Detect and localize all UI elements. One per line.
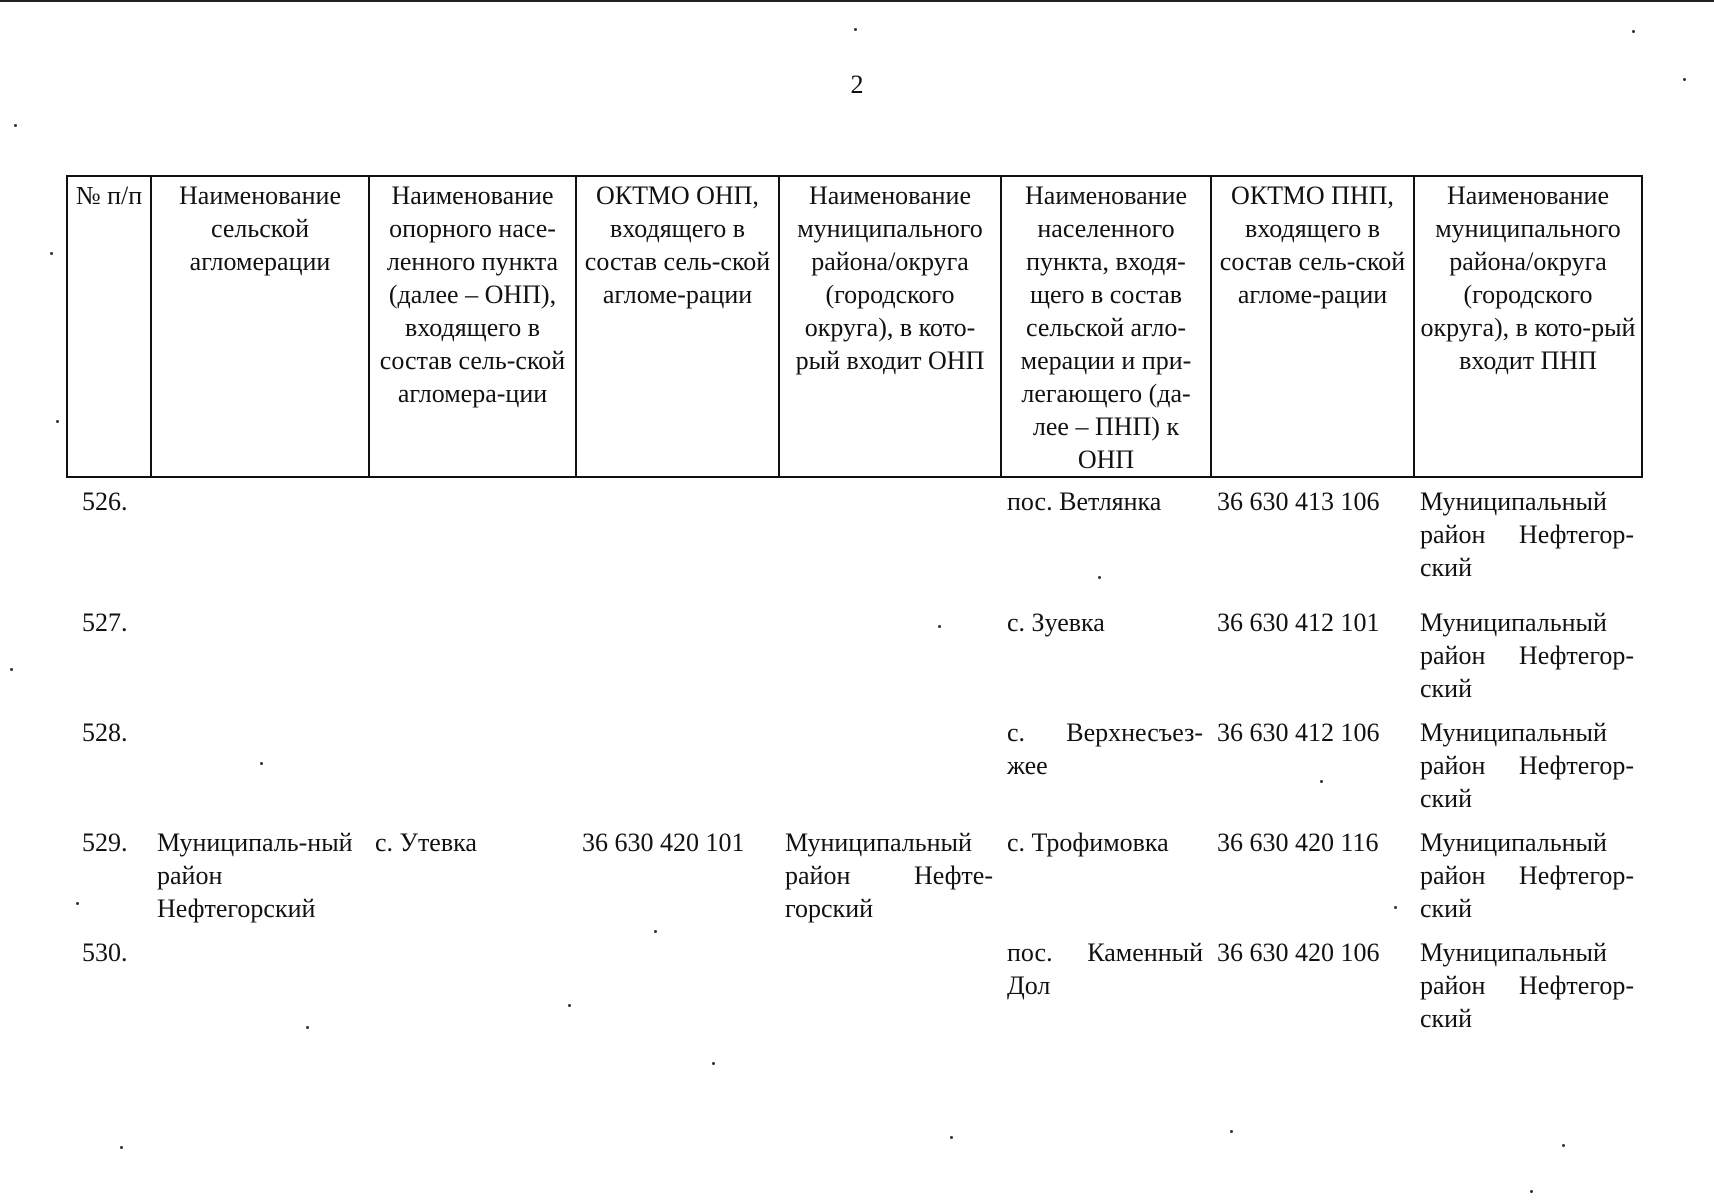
scan-speck bbox=[938, 625, 941, 628]
row-onp-district bbox=[778, 606, 1000, 716]
row-onp-district bbox=[778, 716, 1000, 826]
row-num: 526. bbox=[82, 487, 128, 516]
row-onp-oktmo: 36 630 420 101 bbox=[582, 828, 745, 857]
scan-speck bbox=[568, 1004, 571, 1007]
row-onp-district bbox=[778, 936, 1000, 1036]
row-num: 527. bbox=[82, 608, 128, 637]
scan-speck bbox=[854, 28, 857, 31]
row-onp-oktmo bbox=[575, 936, 778, 1036]
header-onp-name: Наименование опорного насе-ленного пункта (далее – ОНП), входящего в состав сель-ской агломера-ции bbox=[369, 176, 576, 477]
row-onp-district bbox=[778, 485, 1000, 606]
header-num: № п/п bbox=[67, 176, 151, 477]
row-num: 530. bbox=[82, 938, 128, 967]
header-row bbox=[67, 176, 1642, 477]
scan-speck bbox=[14, 124, 17, 127]
row-onp-name: с. Утевка bbox=[375, 828, 477, 857]
row-pnp-oktmo: 36 630 413 106 bbox=[1217, 487, 1380, 516]
row-agglomeration bbox=[150, 485, 368, 606]
header-onp-district: Наименование муниципального района/округа (городского округа), в кото-рый входит ОНП bbox=[779, 176, 1001, 477]
row-pnp-name: с. Трофимовка bbox=[1007, 828, 1169, 857]
row-onp-oktmo bbox=[575, 716, 778, 826]
row-pnp-district: Муниципальный район Нефтегор-ский bbox=[1420, 608, 1634, 703]
header-onp-oktmo: ОКТМО ОНП, входящего в состав сель-ской агломе-рации bbox=[576, 176, 779, 477]
row-pnp-district: Муниципальный район Нефтегор-ский bbox=[1420, 828, 1634, 923]
header-pnp-name: Наименование населенного пункта, входя-щего в состав сельской агло-мерации и при-легающего (да-лее – ПНП) к ОНП bbox=[1001, 176, 1211, 477]
row-pnp-oktmo: 36 630 412 101 bbox=[1217, 608, 1380, 637]
scan-speck bbox=[1394, 906, 1397, 909]
row-onp-name bbox=[368, 936, 575, 1036]
header-pnp-district: Наименование муниципального района/округа (городского округа), в кото-рый входит ПНП bbox=[1414, 176, 1642, 477]
row-onp-oktmo bbox=[575, 485, 778, 606]
table-row bbox=[66, 716, 1641, 826]
row-pnp-name: пос. Ветлянка bbox=[1007, 487, 1162, 516]
scan-speck bbox=[76, 902, 79, 905]
row-pnp-name: с. Верхнесъез-жее bbox=[1007, 718, 1203, 780]
row-onp-name bbox=[368, 606, 575, 716]
row-agglomeration bbox=[150, 606, 368, 716]
row-pnp-district: Муниципальный район Нефтегор-ский bbox=[1420, 487, 1634, 582]
row-agglomeration bbox=[150, 716, 368, 826]
row-pnp-name: с. Зуевка bbox=[1007, 608, 1105, 637]
row-agglomeration bbox=[150, 936, 368, 1036]
top-edge-line bbox=[0, 0, 1714, 2]
scan-speck bbox=[306, 1026, 309, 1029]
scan-speck bbox=[10, 668, 13, 671]
scan-speck bbox=[50, 252, 53, 255]
table-row bbox=[66, 606, 1641, 716]
scan-speck bbox=[1683, 78, 1686, 81]
scan-speck bbox=[56, 420, 59, 423]
row-pnp-oktmo: 36 630 420 116 bbox=[1217, 828, 1379, 857]
header-pnp-oktmo: ОКТМО ПНП, входящего в состав сель-ской агломе-рации bbox=[1211, 176, 1414, 477]
table-row bbox=[66, 826, 1641, 936]
row-onp-name bbox=[368, 716, 575, 826]
header-agglomeration: Наименование сельской агломерации bbox=[151, 176, 369, 477]
scan-speck bbox=[712, 1062, 715, 1065]
row-num: 528. bbox=[82, 718, 128, 747]
table-row bbox=[66, 936, 1641, 1036]
row-agglomeration: Муниципаль-ный район Нефтегорский bbox=[157, 828, 353, 923]
row-pnp-district: Муниципальный район Нефтегор-ский bbox=[1420, 938, 1634, 1033]
scan-speck bbox=[950, 1136, 953, 1139]
row-pnp-oktmo: 36 630 412 106 bbox=[1217, 718, 1380, 747]
scan-speck bbox=[1320, 780, 1323, 783]
row-pnp-name: пос. Каменный Дол bbox=[1007, 938, 1203, 1000]
row-pnp-oktmo: 36 630 420 106 bbox=[1217, 938, 1380, 967]
scan-speck bbox=[260, 762, 263, 765]
table-body bbox=[66, 485, 1641, 1036]
row-num: 529. bbox=[82, 828, 128, 857]
table-header bbox=[66, 175, 1643, 478]
scan-speck bbox=[120, 1146, 123, 1149]
page-number: 2 bbox=[850, 70, 864, 99]
scan-speck bbox=[654, 930, 657, 933]
row-pnp-district: Муниципальный район Нефтегор-ский bbox=[1420, 718, 1634, 813]
scan-speck bbox=[1230, 1130, 1233, 1133]
row-onp-name bbox=[368, 485, 575, 606]
scan-speck bbox=[1562, 1144, 1565, 1147]
row-onp-oktmo bbox=[575, 606, 778, 716]
table-row bbox=[66, 485, 1641, 606]
scan-speck bbox=[1632, 30, 1635, 33]
scan-speck bbox=[1098, 576, 1101, 579]
scan-speck bbox=[1530, 1190, 1533, 1193]
row-onp-district: Муниципальный район Нефте-горский bbox=[785, 828, 993, 923]
